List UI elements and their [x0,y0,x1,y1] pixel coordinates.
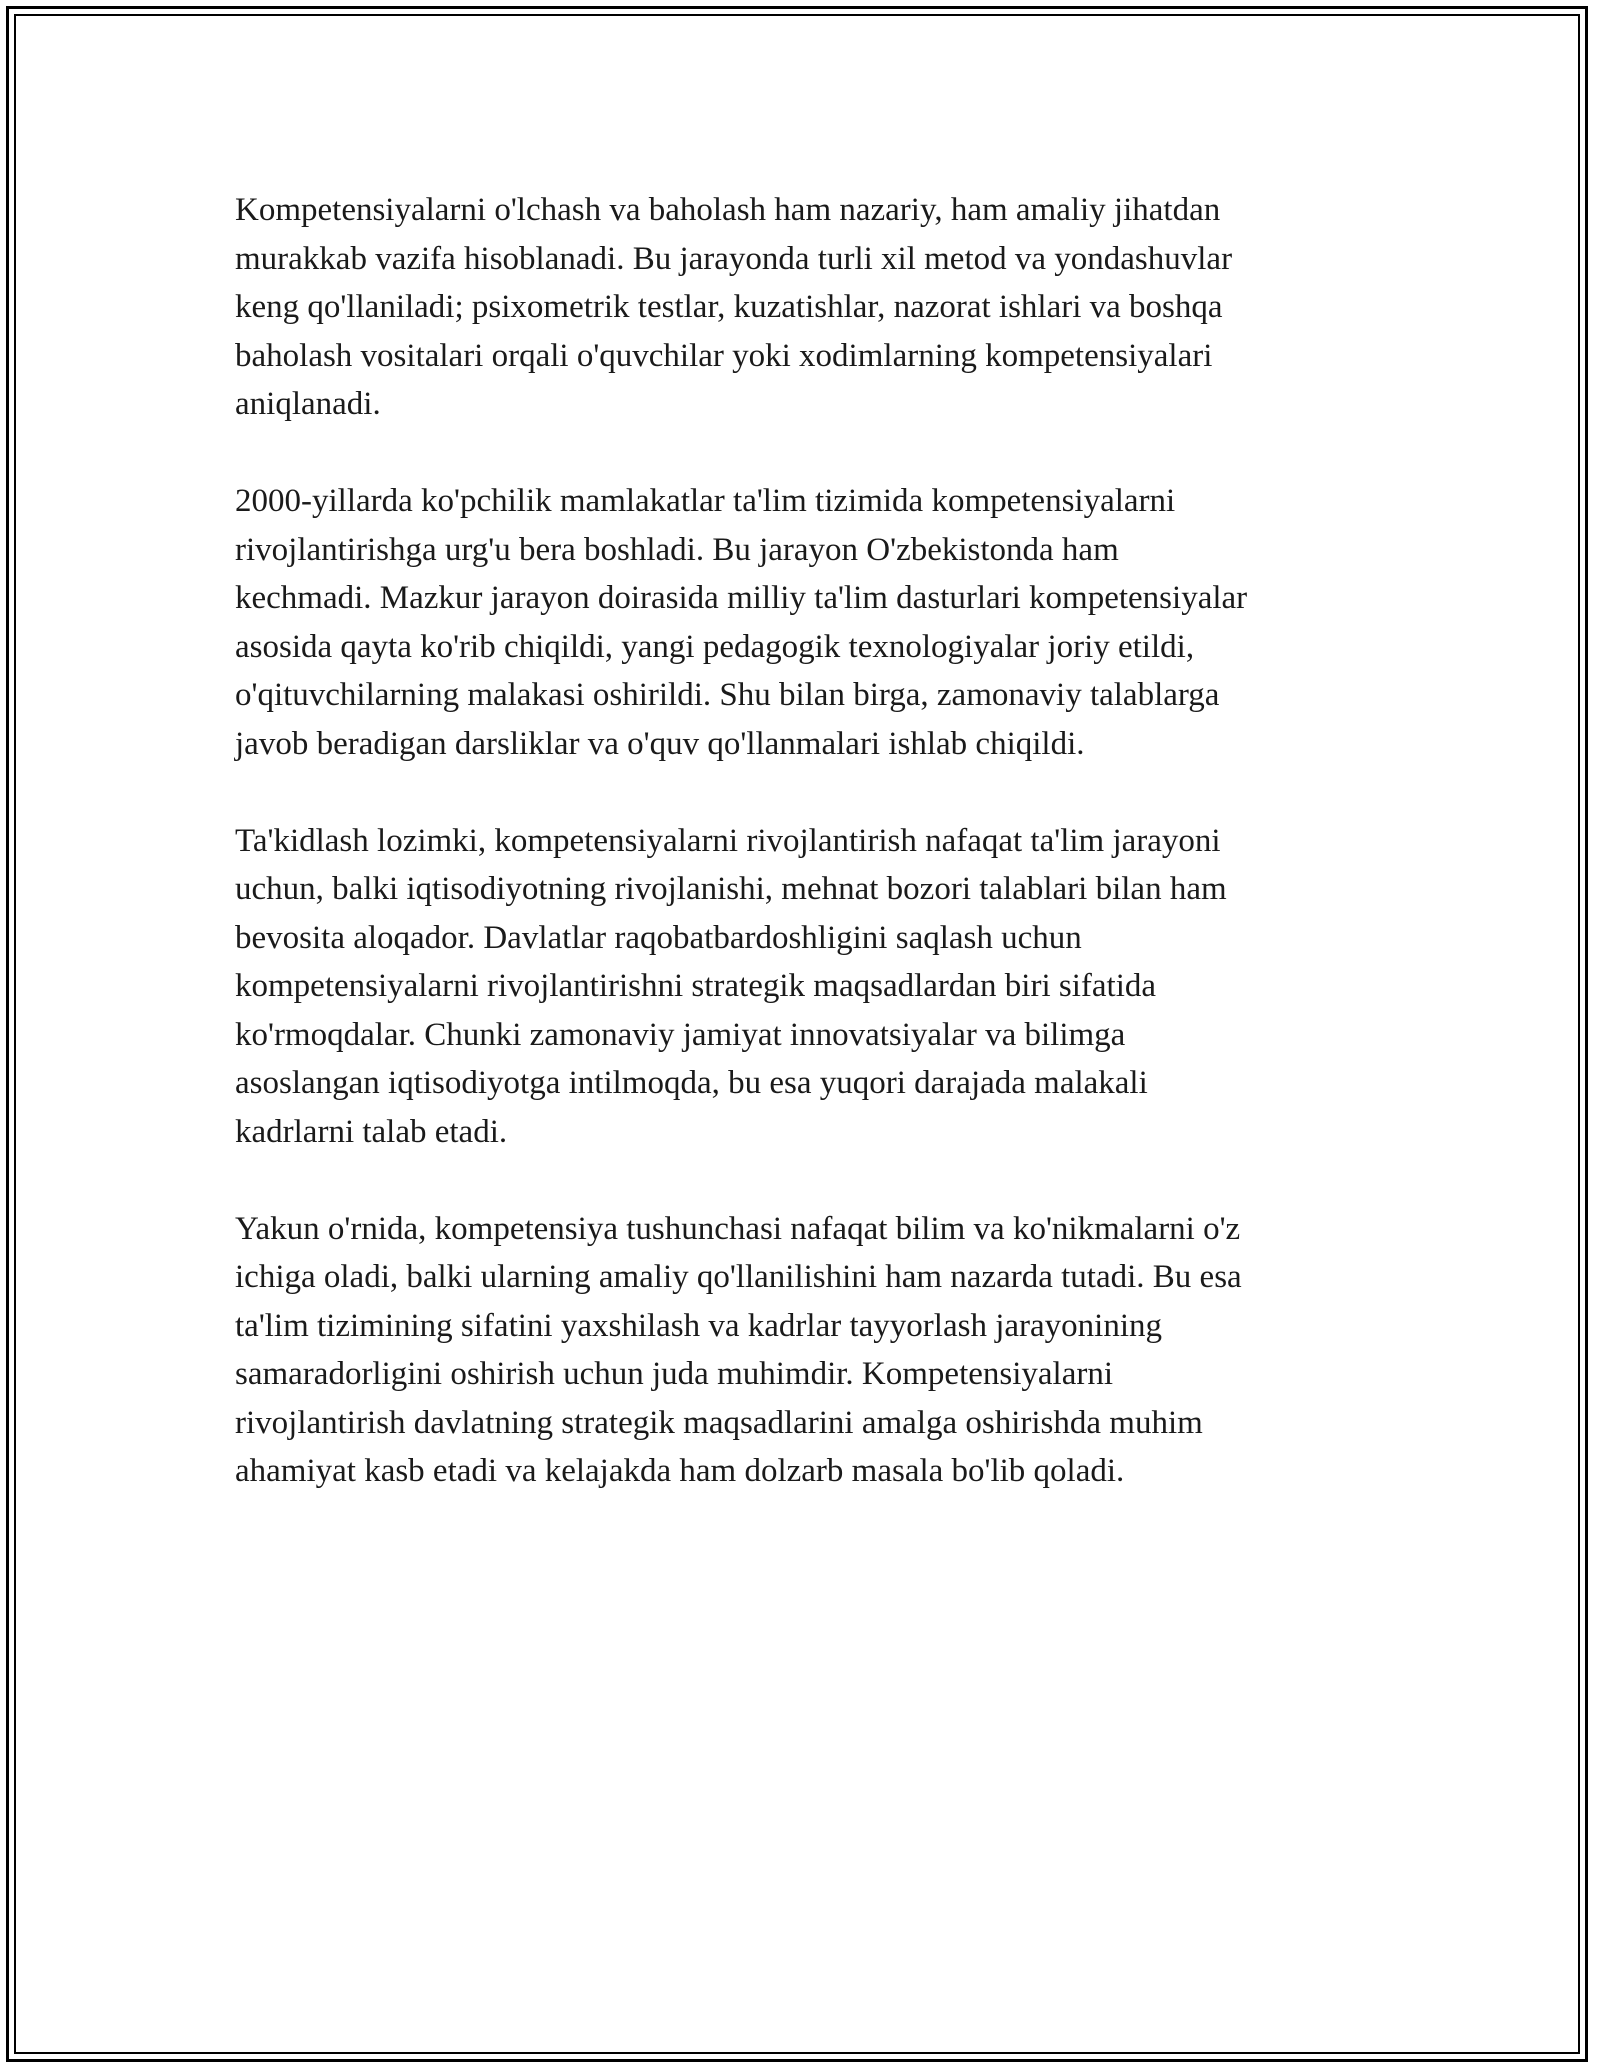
paragraph-3: Ta'kidlash lozimki, kompetensiyalarni rivojlantirish nafaqat ta'lim jarayoni uchun, balki iqtisodiyotning rivojlanishi, mehnat bozori talablari bilan ham bevosita aloqador. Davlatlar raqobatbardoshligini saqlash uchun kompetensiyalarni rivojlantirishni strategik maqsadlardan biri sifatida ko'rmoqdalar. Chunki zamonaviy jamiyat innovatsiyalar va bilimga asoslangan iqtisodiyotga intilmoqda, bu esa yuqori darajada malakali kadrlarni talab etadi. [235,822,1227,1150]
paragraph-2: 2000-yillarda ko'pchilik mamlakatlar ta'lim tizimida kompetensiyalarni rivojlantirishga urg'u bera boshladi. Bu jarayon O'zbekistonda ham kechmadi. Mazkur jarayon doirasida milliy ta'lim dasturlari kompetensiyalar asosida qayta ko'rib chiqildi, yangi pedagogik texnologiyalar joriy etildi, o'qituvchilarning malakasi oshirildi. Shu bilan birga, zamonaviy talablarga javob beradigan darsliklar va o'quv qo'llanmalari ishlab chiqildi. [235,483,1248,762]
paragraph-1: Kompetensiyalarni o'lchash va baholash ham nazariy, ham amaliy jihatdan murakkab vazifa hisoblanadi. Bu jarayonda turli xil metod va yondashuvlar keng qo'llaniladi; psixometrik testlar, kuzatishlar, nazorat ishlari va boshqa baholash vositalari orqali o'quvchilar yoki xodimlarning kompetensiyalari aniqlanadi. [235,192,1233,422]
document-body [235,186,1380,1496]
paragraph-4: Yakun o'rnida, kompetensiya tushunchasi nafaqat bilim va ko'nikmalarni o'z ichiga oladi, balki ularning amaliy qo'llanilishini ham nazarda tutadi. Bu esa ta'lim tizimining sifatini yaxshilash va kadrlar tayyorlash jarayonining samaradorligini oshirish uchun juda muhimdir. Kompetensiyalarni rivojlantirish davlatning strategik maqsadlarini amalga oshirishda muhim ahamiyat kasb etadi va kelajakda ham dolzarb masala bo'lib qoladi. [235,1210,1242,1489]
